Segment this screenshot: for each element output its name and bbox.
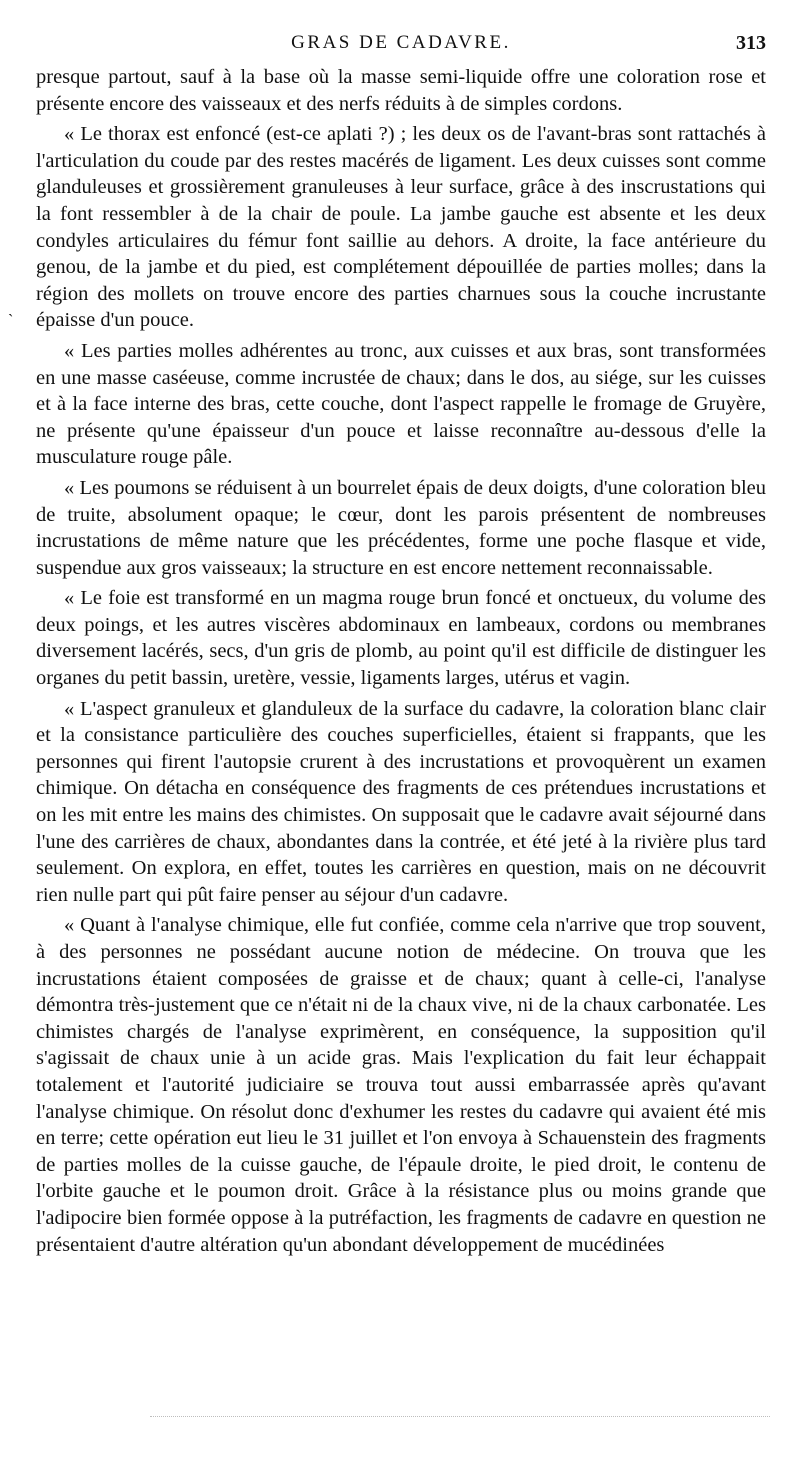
page-number: 313: [736, 32, 766, 54]
paragraph-chemical-analysis: « Quant à l'analyse chimique, elle fut confiée, comme cela n'arrive que trop souvent, à des personnes ne possédant aucune notion de médecine. On trouva que les incrustations étaient composées de graisse et de chaux; quant à celle-ci, l'analyse démontra très-justement que ce n'était ni de la chaux vive, ni de la chaux carbonatée. Les chimistes chargés de l'analyse exprimèrent, en conséquence, la supposition qu'il s'agissait de chaux unie à un acide gras. Mais l'explication du fait leur échappait totalement et l'autorité judiciaire se trouva tout aussi embarrassée après qu'avant l'analyse chimique. On résolut donc d'exhumer les restes du cadavre qui avaient été mis en terre; cette opération eut lieu le 31 juillet et l'on envoya à Schauenstein des fragments de parties molles de la cuisse gauche, de l'épaule droite, le pied droit, le contenu de l'orbite gauche et le poumon droit. Grâce à la résistance plus ou moins grande que l'adipocire bien formée oppose à la putréfaction, les fragments de cadavre en question ne présentaient d'autre altération qu'un abondant développement de mucédinées: [36, 914, 766, 1256]
running-head: [36, 32, 766, 60]
paragraph-soft-tissue: « Les parties molles adhérentes au tronc, aux cuisses et aux bras, sont transformées en une masse caséeuse, comme incrustée de chaux; dans le dos, au siége, sur les cuisses et à la face interne des bras, cette couche, dont l'aspect rappelle le fromage de Gruyère, ne présente qu'une épaisseur d'un pouce et laisse reconnaître au-dessous d'elle la musculature rouge pâle.: [36, 339, 766, 469]
body-text: [36, 64, 766, 1262]
paragraph-liver: « Le foie est transformé en un magma rouge brun foncé et onctueux, du volume des deux poings, et les autres viscères abdominaux en lambeaux, cordons ou membranes diversement lacérés, secs, d'un gris de plomb, au point qu'il est difficile de distinguer les organes du petit bassin, uretère, vessie, ligaments larges, utérus et vagin.: [36, 587, 766, 690]
margin-mark: `: [8, 312, 14, 329]
paragraph-surface-aspect: « L'aspect granuleux et glanduleux de la surface du cadavre, la coloration blanc clair et la consistance particulière des couches superficielles, étaient si frappants, que les personnes qui firent l'autopsie crurent à des incrustations et provoquèrent un examen chimique. On détacha en conséquence des fragments de ces prétendues incrustations et on les mit entre les mains des chimistes. On supposait que le cadavre avait séjourné dans l'une des carrières de chaux, abondantes dans la contrée, et été jeté à la rivière plus tard seulement. On explora, en effet, toutes les carrières en question, mais on ne découvrit rien nulle part qui pût faire penser au séjour d'un cadavre.: [36, 697, 766, 906]
paragraph-continuation: presque partout, sauf à la base où la masse semi-liquide offre une coloration rose et présente encore des vaisseaux et des nerfs réduits à de simples cordons.: [36, 66, 766, 115]
running-title: GRAS DE CADAVRE.: [291, 32, 511, 53]
footer-rule: [150, 1416, 770, 1417]
paragraph-thorax: « Le thorax est enfoncé (est-ce aplati ?) ; les deux os de l'avant-bras sont rattachés à l'articulation du coude par des restes macérés de ligament. Les deux cuisses sont comme glanduleuses et grossièrement granuleuses à leur surface, grâce à des inscrustations qui la font ressembler à de la chair de poule. La jambe gauche est absente et les deux condyles articulaires du fémur font saillie au dehors. A droite, la face antérieure du genou, de la jambe et du pied, est complétement dépouillée de parties molles; dans la région des mollets on trouve encore des parties charnues sous la couche incrustante épaisse d'un pouce.: [36, 123, 766, 332]
paragraph-lungs-heart: « Les poumons se réduisent à un bourrelet épais de deux doigts, d'une coloration bleu de truite, absolument opaque; le cœur, dont les parois présentent de nombreuses incrustations de même nature que les précédentes, forme une poche flasque et vide, suspendue aux gros vaisseaux; la structure en est encore nettement reconnaissable.: [36, 476, 766, 579]
